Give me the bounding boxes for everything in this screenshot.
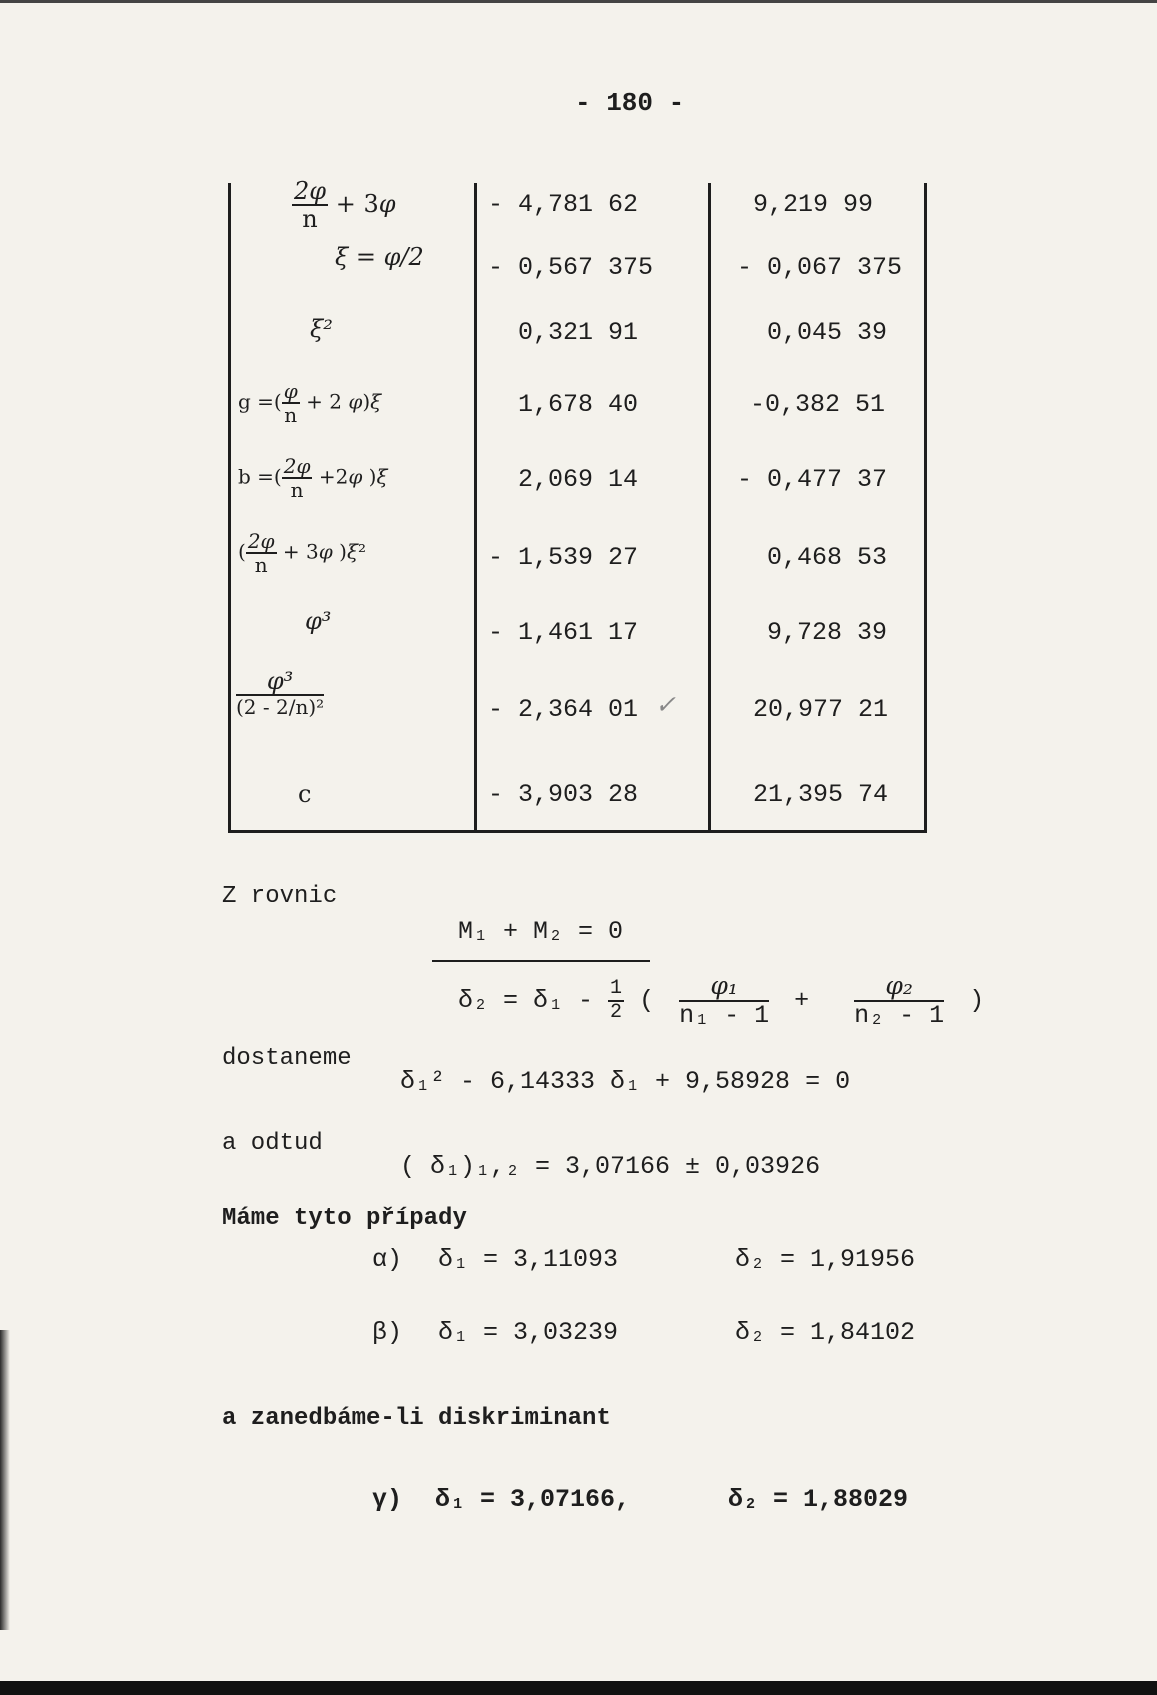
eq2-f1-num: φ₁ — [679, 972, 769, 1002]
table-right-border — [924, 183, 927, 833]
eq2-f1-den: n₁ - 1 — [679, 1000, 770, 1030]
equation-bar — [432, 960, 650, 962]
text-dostaneme: dostaneme — [222, 1045, 352, 1072]
case-alpha-d1: δ₁ = 3,11093 — [438, 1245, 619, 1274]
text-mame-pripady: Máme tyto případy — [222, 1205, 467, 1232]
eq2-f2-den: n₂ - 1 — [854, 1000, 945, 1030]
row-label-6: ( $\frac{2\varphi}{n}$ + 3φ )ξ² — [238, 529, 366, 577]
scan-bottom-edge — [0, 1681, 1157, 1695]
check-mark-icon: ✓ — [655, 690, 676, 719]
equation-moments: M₁ + M₂ = 0 — [458, 917, 624, 946]
eq2-open: ( — [639, 986, 655, 1016]
text-odtud: a odtud — [222, 1130, 323, 1157]
table-left-border — [228, 183, 231, 833]
text-z-rovnic: Z rovnic — [222, 883, 338, 910]
row-label-8: $\frac{\text{φ³}}{\text{(2 - 2/n)²}}$ — [236, 667, 325, 720]
row-9-col1: - 3,903 28 — [488, 780, 639, 809]
equation-delta — [458, 972, 984, 1029]
case-alpha-label: α) — [372, 1245, 403, 1274]
row-8-col1: - 2,364 01 — [488, 695, 639, 724]
row-label-5: b =( $\frac{2\varphi}{n}$ +2φ )ξ — [238, 454, 388, 502]
row-3-col2: 0,045 39 — [767, 318, 888, 347]
equation-roots: ( δ₁)₁,₂ = 3,07166 ± 0,03926 — [400, 1152, 821, 1181]
page-number: - 180 - — [575, 88, 685, 118]
case-alpha-d2: δ₂ = 1,91956 — [735, 1245, 916, 1274]
row-label-4: g =( $\frac{\varphi}{n}$ + 2 φ)ξ — [238, 379, 382, 427]
case-gamma-d1: δ₁ = 3,07166, — [435, 1485, 631, 1514]
scan-top-edge — [0, 0, 1157, 3]
row-label-2: ξ = φ/2 — [335, 243, 424, 271]
table-divider-2 — [708, 183, 711, 833]
row-label-1: $\frac{2\varphi}{n}$ + 3φ — [294, 177, 396, 234]
table-divider-1 — [474, 183, 477, 833]
row-6-col1: - 1,539 27 — [488, 543, 639, 572]
eq2-close: ) — [969, 986, 985, 1016]
row-5-col1: 2,069 14 — [518, 465, 639, 494]
row-label-3: ξ² — [310, 315, 333, 343]
row-4-col1: 1,678 40 — [518, 390, 639, 419]
row-9-col2: 21,395 74 — [753, 780, 889, 809]
row-label-9: c — [298, 780, 312, 808]
table-bottom-border — [228, 830, 927, 833]
row-1-col1: - 4,781 62 — [488, 190, 639, 219]
case-gamma-label: γ) — [372, 1485, 403, 1514]
case-beta-d1: δ₁ = 3,03239 — [438, 1318, 619, 1347]
row-7-col1: - 1,461 17 — [488, 618, 639, 647]
scan-left-shadow — [0, 1330, 10, 1630]
case-beta-label: β) — [372, 1318, 403, 1347]
eq2-plus: + — [794, 986, 810, 1016]
eq2-left: δ₂ = δ₁ - — [458, 986, 594, 1016]
row-5-col2: - 0,477 37 — [737, 465, 888, 494]
eq2-half-den: 2 — [610, 1000, 623, 1024]
row-2-col1: - 0,567 375 — [488, 253, 654, 282]
eq2-half-num: 1 — [610, 976, 623, 1000]
eq2-f2-num: φ₂ — [854, 972, 944, 1002]
row-8-col2: 20,977 21 — [753, 695, 889, 724]
row-6-col2: 0,468 53 — [767, 543, 888, 572]
case-gamma-d2: δ₂ = 1,88029 — [728, 1485, 909, 1514]
equation-quadratic: δ₁² - 6,14333 δ₁ + 9,58928 = 0 — [400, 1067, 851, 1096]
case-beta-d2: δ₂ = 1,84102 — [735, 1318, 916, 1347]
row-1-col2: 9,219 99 — [753, 190, 874, 219]
row-2-col2: - 0,067 375 — [737, 253, 903, 282]
row-7-col2: 9,728 39 — [767, 618, 888, 647]
text-zanedbame: a zanedbáme-li diskriminant — [222, 1405, 611, 1432]
row-3-col1: 0,321 91 — [518, 318, 639, 347]
row-label-7: φ³ — [305, 607, 332, 635]
row-4-col2: -0,382 51 — [750, 390, 886, 419]
